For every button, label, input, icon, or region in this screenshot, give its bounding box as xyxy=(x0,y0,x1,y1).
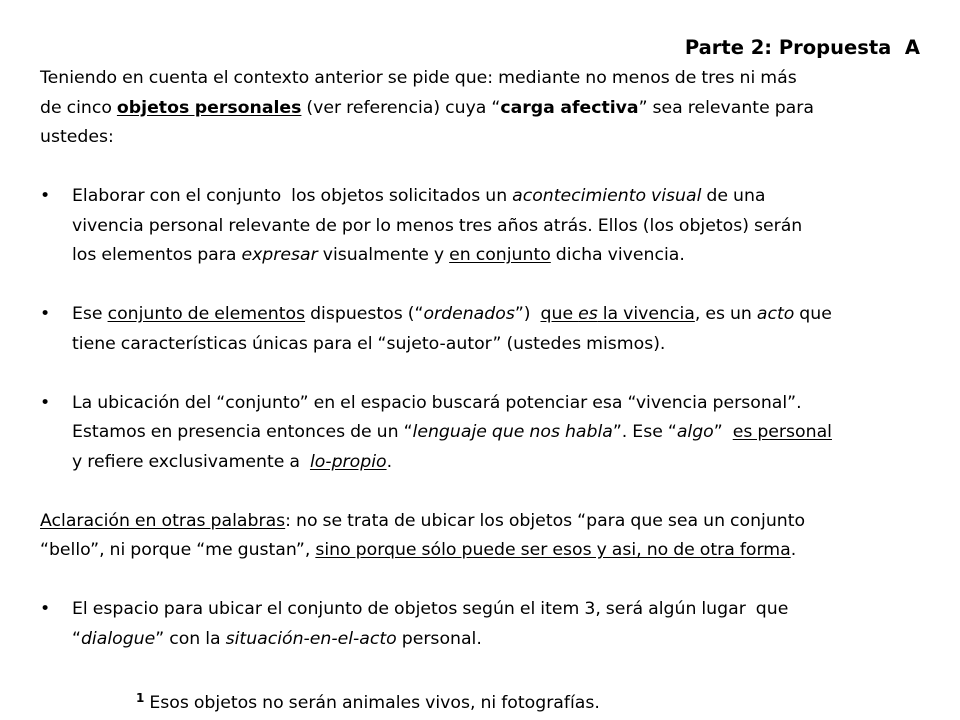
bullet-text: de una xyxy=(701,186,766,206)
emphasis-text: situación-en-el-acto xyxy=(225,628,397,649)
bullet-4-line-1 xyxy=(40,595,930,625)
footnote-text: Esos objetos no serán animales vivos, ni fotografías. xyxy=(144,692,600,713)
underlined-text: conjunto de elementos xyxy=(107,304,306,324)
spacer xyxy=(40,566,930,596)
emphasis-text: acto xyxy=(756,304,795,324)
emphasis-text: algo xyxy=(676,422,714,442)
intro-text: Teniendo en cuenta el contexto anterior se pide que: mediante no menos de tres ni más xyxy=(40,68,797,88)
bullet-text: ”) xyxy=(514,304,541,324)
intro-text: (ver referencia) cuya “ xyxy=(301,97,501,118)
bullet-icon: • xyxy=(40,186,51,206)
underlined-text: que xyxy=(540,304,579,324)
clarification-text: “bello”, ni porque “me gustan”, xyxy=(40,540,316,560)
bullet-text: vivencia personal relevante de por lo menos tres años atrás. Ellos (los objetos) serán xyxy=(72,215,803,236)
bullet-text: . xyxy=(386,451,393,472)
spacer xyxy=(40,654,930,684)
bullet-text: , es un xyxy=(694,304,757,324)
emphasis-text: lo-propio xyxy=(309,451,387,472)
footnote xyxy=(40,684,930,714)
bullet-text: “ xyxy=(72,628,81,649)
emphasis-text: ordenados xyxy=(423,304,515,324)
bullet-text: visualmente y xyxy=(317,245,450,265)
underlined-text: sino porque sólo puede ser esos y asi, no de otra forma xyxy=(315,540,791,560)
bullet-4-line-2 xyxy=(40,625,930,655)
spacer xyxy=(40,477,930,507)
bullet-text: Estamos en presencia entonces de un “ xyxy=(72,422,413,442)
bullet-1-line-3 xyxy=(40,241,930,271)
underlined-text: la vivencia xyxy=(597,304,695,324)
spacer xyxy=(40,271,930,301)
spacer xyxy=(40,153,930,183)
footnote-marker: 1 xyxy=(136,690,145,705)
intro-line-1 xyxy=(40,64,930,94)
emphasis-text: es xyxy=(578,304,598,324)
bullet-text: que xyxy=(794,304,832,324)
bullet-text: tiene características únicas para el “sujeto-autor” (ustedes mismos). xyxy=(72,333,666,354)
bullet-icon: • xyxy=(40,392,51,413)
slide-body xyxy=(40,64,930,713)
emphasis-text: lenguaje que nos habla xyxy=(412,422,613,442)
bullet-icon: • xyxy=(40,304,51,324)
bullet-text: El espacio para ubicar el conjunto de objetos según el item 3, será algún lugar que xyxy=(72,599,789,619)
bullet-icon: • xyxy=(40,599,51,619)
bullet-text: los elementos para xyxy=(72,245,242,265)
bullet-1-line-2 xyxy=(40,212,930,242)
underlined-text: es personal xyxy=(732,422,832,442)
carga-afectiva-emphasis: carga afectiva xyxy=(500,97,639,118)
bullet-text: ”. Ese “ xyxy=(612,422,677,442)
bullet-2-line-2 xyxy=(40,330,930,360)
clarification-line-1 xyxy=(40,507,930,537)
intro-text: de cinco xyxy=(40,97,117,118)
clarification-text: : no se trata de ubicar los objetos “para que sea un conjunto xyxy=(285,510,806,531)
spacer xyxy=(40,359,930,389)
intro-text: ustedes: xyxy=(40,127,114,147)
bullet-text: ” con la xyxy=(155,628,226,649)
bullet-text: dicha vivencia. xyxy=(550,245,685,265)
slide-title: Parte 2: Propuesta A xyxy=(684,36,920,59)
bullet-1-line-1 xyxy=(40,182,930,212)
bullet-3-line-3 xyxy=(40,448,930,478)
bullet-text: Elaborar con el conjunto los objetos solicitados un xyxy=(72,186,513,206)
bullet-text: Ese xyxy=(72,304,108,324)
emphasis-text: acontecimiento visual xyxy=(512,186,702,206)
bullet-2-line-1 xyxy=(40,300,930,330)
bullet-text: personal. xyxy=(396,628,482,649)
intro-line-3 xyxy=(40,123,930,153)
intro-line-2 xyxy=(40,94,930,124)
bullet-text: y refiere exclusivamente a xyxy=(72,451,310,472)
emphasis-text: expresar xyxy=(241,245,318,265)
bullet-3-line-1 xyxy=(40,389,930,419)
clarification-heading: Aclaración en otras palabras xyxy=(40,510,286,531)
underlined-text: en conjunto xyxy=(449,245,551,265)
bullet-text: dispuestos (“ xyxy=(305,304,424,324)
intro-text: ” sea relevante para xyxy=(638,97,814,118)
objetos-personales-emphasis: objetos personales xyxy=(116,97,302,118)
emphasis-text: dialogue xyxy=(80,628,156,649)
clarification-line-2 xyxy=(40,536,930,566)
bullet-text: ” xyxy=(713,422,733,442)
bullet-text: La ubicación del “conjunto” en el espacio buscará potenciar esa “vivencia personal”. xyxy=(72,392,802,413)
clarification-text: . xyxy=(790,540,797,560)
bullet-3-line-2 xyxy=(40,418,930,448)
